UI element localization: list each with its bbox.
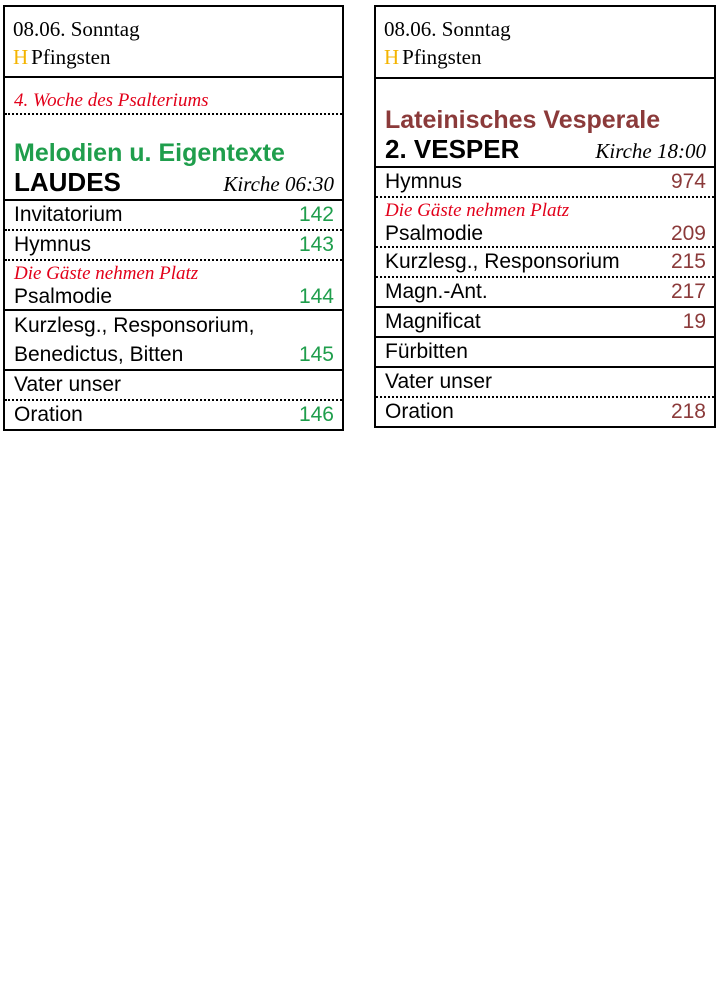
psalter-week-note: 4. Woche des Psalteriums <box>5 78 342 115</box>
item-page-number: 217 <box>670 280 706 303</box>
guests-note: Die Gäste nehmen Platz <box>385 200 570 221</box>
date-header <box>5 5 342 78</box>
item-label: Vater unser <box>385 370 492 393</box>
item-label: Oration <box>385 400 454 423</box>
list-item <box>5 199 342 229</box>
laudes-card <box>3 5 344 431</box>
item-label: Magnificat <box>385 310 481 333</box>
list-item <box>376 366 714 396</box>
list-item <box>376 222 714 246</box>
item-page-number: 215 <box>670 250 706 273</box>
feast-name: Pfingsten <box>402 45 482 69</box>
item-page-number: 146 <box>298 403 334 426</box>
item-page-number: 142 <box>298 203 334 226</box>
list-item <box>5 285 342 309</box>
item-page-number: 218 <box>670 400 706 423</box>
hour-header <box>5 167 342 199</box>
item-label-line: Benedictus, Bitten <box>14 343 184 366</box>
hour-title: LAUDES <box>14 167 121 197</box>
item-label: Hymnus <box>14 233 92 256</box>
hour-time: Kirche 18:00 <box>595 139 706 163</box>
hour-title: 2. VESPER <box>385 134 520 164</box>
feast-rank-letter: H <box>13 45 29 69</box>
list-item <box>5 399 342 431</box>
hour-time: Kirche 06:30 <box>223 172 334 196</box>
list-item <box>376 336 714 366</box>
vesper-card <box>374 5 716 428</box>
list-item <box>376 166 714 196</box>
item-page-number: 143 <box>298 233 334 256</box>
list-item-group <box>5 259 342 309</box>
section-heading: Melodien u. Eigentexte <box>14 139 285 167</box>
item-label: Fürbitten <box>385 340 468 363</box>
feast-rank-letter: H <box>384 45 400 69</box>
feast-name: Pfingsten <box>31 45 111 69</box>
date-header <box>376 5 714 79</box>
list-item-group <box>376 196 714 246</box>
feast-line <box>384 43 706 71</box>
item-label <box>14 311 254 369</box>
hour-header <box>376 134 714 166</box>
feast-line <box>13 43 334 71</box>
list-item <box>376 246 714 276</box>
item-page-number: 209 <box>670 222 706 245</box>
item-page-number: 144 <box>298 285 334 308</box>
item-page-number: 19 <box>682 310 706 333</box>
list-item <box>376 276 714 306</box>
item-label: Kurzlesg., Responsorium <box>385 250 620 273</box>
section-heading: Lateinisches Vesperale <box>385 106 661 134</box>
guests-note: Die Gäste nehmen Platz <box>14 263 199 284</box>
date-line: 08.06. Sonntag <box>13 17 140 41</box>
list-item <box>5 369 342 399</box>
item-label: Magn.-Ant. <box>385 280 488 303</box>
item-label: Psalmodie <box>385 222 484 245</box>
list-item <box>376 396 714 428</box>
date-line: 08.06. Sonntag <box>384 17 511 41</box>
item-page-number: 974 <box>670 170 706 193</box>
item-label: Oration <box>14 403 83 426</box>
item-label: Invitatorium <box>14 203 123 226</box>
item-page-number: 145 <box>298 343 334 366</box>
item-label: Psalmodie <box>14 285 113 308</box>
item-label-line: Kurzlesg., Responsorium, <box>14 314 255 337</box>
item-label: Hymnus <box>385 170 463 193</box>
item-label: Vater unser <box>14 373 121 396</box>
list-item <box>5 309 342 369</box>
list-item <box>376 306 714 336</box>
list-item <box>5 229 342 259</box>
